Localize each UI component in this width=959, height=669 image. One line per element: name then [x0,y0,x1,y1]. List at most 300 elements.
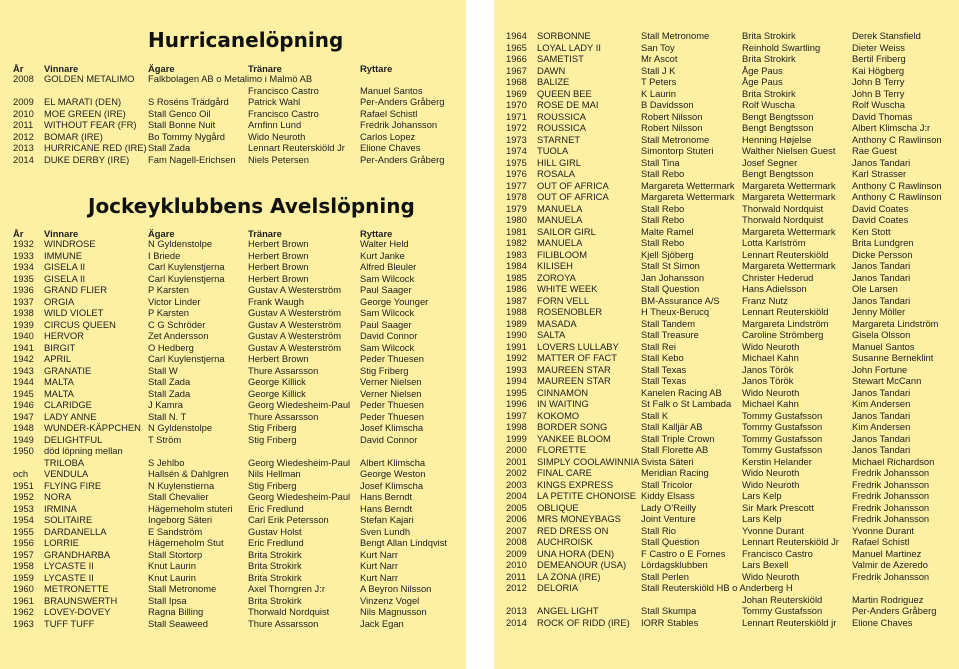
cell-jockey: Kurt Narr [360,560,399,571]
cell-winner: DARDANELLA [44,525,107,537]
table-row [494,375,959,387]
table-row [494,352,959,364]
cell-jockey: Albert Klimscha [360,456,426,468]
cell-winner: TUFF TUFF [44,617,95,629]
cell-owner: Carl Kuylenstjerna [148,261,225,272]
cell-jockey: Janos Tandari [852,260,911,271]
cell-year: 2003 [506,478,527,490]
cell-trainer: George Killick [248,376,306,387]
cell-year: 1970 [506,99,527,110]
cell-trainer: Thorwald Nordquist [742,202,824,214]
cell-winner: BALIZE [537,76,570,87]
cell-owner: H Theux-Berucq [641,306,710,317]
cell-jockey: Stig Friberg [360,364,409,376]
cell-winner: MALTA [44,387,74,399]
cell-winner: LORRIE [44,537,79,548]
cell-year: 1988 [506,306,527,317]
cell-trainer: Bengt Bengtsson [742,110,814,122]
cell-jockey: Peder Thuesen [360,410,424,422]
cell-jockey: Rafael Schistl [852,536,910,547]
cell-owner: BM-Assurance A/S [641,294,720,306]
cell-jockey: Paul Saager [360,318,412,330]
cell-winner: MANUELA [537,214,583,225]
cell-owner: Stall Tandem [641,317,696,329]
cell-year: 1986 [506,283,527,294]
table-row [494,548,959,560]
cell-trainer: Lars Kelp [742,513,782,524]
cell-trainer: Thure Assarsson [248,364,319,376]
cell-winner: MALTA [44,376,74,387]
cell-owner: Kanelen Racing AB [641,386,722,398]
table-row [0,154,466,166]
cell-jockey: Karl Strasser [852,168,907,179]
cell-year: 1955 [13,525,34,537]
table-row [0,73,466,85]
cell-year: 2014 [506,616,527,628]
table-row [494,30,959,42]
cell-winner: QUEEN BEE [537,87,592,99]
cell-year: 1950 [13,445,34,456]
cell-jockey: Alfred Bleuler [360,261,417,272]
cell-trainer: Janos Török [742,375,794,386]
cell-owner: Kiddy Elsass [641,490,695,501]
cell-year: 1959 [13,571,34,583]
table-row [0,411,466,423]
cell-winner: CIRCUS QUEEN [44,318,116,330]
cell-winner: OUT OF AFRICA [537,179,609,191]
table-row [494,479,959,491]
cell-winner: MANUELA [537,237,583,248]
cell-winner: DUKE DERBY (IRE) [44,153,130,165]
cell-winner: LOVEY-DOVEY [44,606,111,617]
cell-trainer: Nils Hellman [248,468,301,479]
cell-trainer: Brita Strokirk [248,560,302,571]
cell-year: 1951 [13,479,34,491]
cell-winner: NORA [44,491,72,502]
cell-winner: ZOROYA [537,271,576,283]
cell-winner: SAMETIST [537,53,584,64]
cell-year: 1996 [506,398,527,409]
table-row [494,421,959,433]
cell-owner: Hägerneholm stuteri [148,502,233,514]
table-row [494,214,959,226]
cell-year: 1938 [13,307,34,318]
header-owner: Ägare [148,63,175,74]
cell-trainer: Lennart Reuterskiöld jr [742,616,837,628]
table-row [0,445,466,457]
table-row [494,76,959,88]
table-row [0,422,466,434]
cell-owner: Stall J K [641,64,676,76]
cell-winner: GRANDHARBA [44,548,111,560]
cell-trainer: Brita Strokirk [248,594,302,606]
cell-year: 2011 [506,570,527,582]
cell-winner: LYCASTE II [44,560,94,571]
table-row [0,342,466,354]
cell-winner: MAUREEN STAR [537,363,611,375]
cell-trainer: Johan Reuterskiöld [742,593,823,605]
cell-trainer: Rolf Wuscha [742,99,795,110]
cell-trainer: Georg Wiedesheim-Paul [248,491,351,502]
table-row [494,502,959,514]
table-row [494,617,959,629]
cell-jockey: Rae Guest [852,145,897,156]
cell-year: 1936 [13,284,34,295]
cell-trainer: Patrick Wahl [248,96,301,107]
cell-owner: Stall Treasure [641,329,699,340]
cell-year: 1997 [506,409,527,421]
cell-year: 2012 [506,582,527,593]
cell-owner: Stall Rei [641,340,676,352]
header-trainer: Tränare [248,228,282,239]
cell-owner: Stall Metronome [641,30,710,41]
cell-jockey: Fredrik Johansson [852,490,930,501]
table-row [494,168,959,180]
cell-trainer: Michael Kahn [742,398,799,409]
table-row [494,410,959,422]
cell-owner: Stall Kalljär AB [641,421,703,432]
cell-owner: Knut Laurin [148,560,196,571]
cell-jockey: Josef Klimscha [360,422,424,433]
cell-owner: Stall Triple Crown [641,432,715,444]
cell-trainer: Margareta Wettermark [742,225,836,237]
cell-winner: MANUELA [537,202,583,214]
cell-jockey: Verner Nielsen [360,387,422,399]
cell-winner: GOLDEN METALIMO [44,73,135,84]
cell-year: 1968 [506,76,527,87]
cell-winner: BOMAR (IRE) [44,130,103,142]
cell-owner: San Toy [641,41,675,53]
cell-owner: Mr Ascot [641,53,678,64]
table-row [494,364,959,376]
cell-trainer: Herbert Brown [248,249,309,261]
cell-year: 1989 [506,317,527,329]
cell-trainer: Tommy Gustafsson [742,444,823,455]
cell-year: 1987 [506,294,527,306]
table-row [494,111,959,123]
cell-winner: ROCK OF RIDD (IRE) [537,616,630,628]
cell-owner: Stall W [148,364,178,376]
cell-winner: LOVERS LULLABY [537,340,619,352]
cell-owner: Kjell Sjöberg [641,248,694,260]
cell-jockey: Kim Andersen [852,421,911,432]
cell-year: 1967 [506,64,527,76]
cell-trainer: Francisco Castro [742,547,813,559]
cell-jockey: Albert Klimscha J:r [852,122,931,133]
cell-winner: FLORETTE [537,444,586,455]
cell-year: 2001 [506,455,527,467]
cell-trainer: Thorwald Nordquist [742,214,824,225]
cell-jockey: Stewart McCann [852,375,922,386]
cell-year: 1966 [506,53,527,64]
cell-owner: Stall Zada [148,376,191,387]
cell-year: 1983 [506,248,527,260]
cell-jockey: Brita Lundgren [852,237,914,248]
cell-winner: MATTER OF FACT [537,352,618,363]
cell-year: 1981 [506,225,527,237]
cell-trainer: Tommy Gustafsson [742,605,823,616]
cell-year: 1972 [506,122,527,133]
cell-winner: IMMUNE [44,249,83,261]
cell-trainer: Stig Friberg [248,422,297,433]
cell-jockey: Sam Wilcock [360,272,415,284]
table-row [494,571,959,583]
cell-owner: Stall Tricolor [641,478,693,490]
cell-jockey: Fredrik Johansson [852,501,930,513]
cell-owner: Stall Rio [641,524,676,536]
header-winner: Vinnare [44,228,79,239]
cell-year: 1952 [13,491,34,502]
cell-winner: HERVOR [44,330,84,341]
cell-winner: LYCASTE II [44,571,94,583]
table-row [494,444,959,456]
cell-owner: S Jehlbo [148,456,185,468]
cell-year: 2014 [13,153,34,165]
cell-year: 1934 [13,261,34,272]
cell-owner: Jan Johansson [641,271,705,283]
cell-trainer: Tommy Gustafsson [742,432,823,444]
cell-jockey: Janos Tandari [852,432,911,444]
table-row [494,456,959,468]
cell-owner: Stall Seaweed [148,617,208,629]
table-row [494,318,959,330]
cell-trainer: Lennart Reuterskiöld [742,248,829,260]
table-row [0,96,466,108]
cell-winner: MRS MONEYBAGS [537,513,621,524]
cell-jockey: Paul Saager [360,284,412,295]
cell-trainer: Brita Strokirk [248,548,302,560]
table-row [0,549,466,561]
cell-jockey: Fredrik Johansson [360,119,438,130]
cell-trainer: Margareta Lindström [742,317,829,329]
cell-owner: Stall Question [641,283,700,294]
cell-owner: Stall Ipsa [148,594,187,606]
cell-owner: N Gyldenstolpe [148,238,213,249]
cell-winner: BORDER SONG [537,421,608,432]
cell-winner: VENDULA [44,468,89,479]
table-row [0,238,466,250]
cell-owner: Ingeborg Säteri [148,514,213,525]
cell-owner: P Karsten [148,307,189,318]
cell-owner: Simontorp Stuteri [641,145,714,156]
cell-trainer: Yvonne Durant [742,524,805,536]
cell-year: 1992 [506,352,527,363]
cell-jockey: Fredrik Johansson [852,513,930,524]
cell-year: 1998 [506,421,527,432]
cell-jockey: Derek Stansfield [852,30,921,41]
cell-owner: Fam Nagell-Erichsen [148,153,236,165]
cell-winner: GISELA II [44,272,86,284]
table-row [0,319,466,331]
cell-jockey: Valmir de Azeredo [852,559,928,570]
cell-year: 1954 [13,514,34,525]
cell-year: 1946 [13,399,34,410]
cell-year: 2007 [506,524,527,536]
cell-jockey: Walter Held [360,238,409,249]
cell-year: 1943 [13,364,34,376]
cell-owner: T Ström [148,433,182,445]
cell-jockey: Janos Tandari [852,386,911,398]
cell-jockey: Fredrik Johansson [852,570,930,582]
cell-trainer: Thure Assarsson [248,617,319,629]
cell-winner: WITHOUT FEAR (FR) [44,119,137,130]
cell-jockey: Peder Thuesen [360,353,424,364]
cell-year: 1957 [13,548,34,560]
cell-trainer: Eric Fredlund [248,502,304,514]
cell-year: 1976 [506,168,527,179]
cell-owner: Stall Tina [641,156,680,168]
cell-trainer: Thure Assarsson [248,410,319,422]
cell-trainer: Wido Neuroth [248,130,306,142]
cell-trainer: Josef Segner [742,156,798,168]
cell-trainer: Lennart Reuterskiöld [742,306,829,317]
cell-trainer: Eric Fredlund [248,537,304,548]
table-row [0,399,466,411]
cell-jockey: Janos Tandari [852,444,911,455]
table-row [0,526,466,538]
cell-winner: LA ZONA (IRE) [537,570,601,582]
cell-year: 2002 [506,467,527,478]
cell-trainer: Wido Neuroth [742,340,800,352]
cell-winner: WINDROSE [44,238,96,249]
cell-jockey: Anthony C Rawlinson [852,191,942,202]
cell-trainer: Gustav A Westerström [248,307,342,318]
cell-owner: Stall Perlen [641,570,689,582]
cell-year: 1973 [506,133,527,145]
header-trainer: Tränare [248,63,282,74]
cell-trainer: Bengt Bengtsson [742,168,814,179]
cell-year: 1945 [13,387,34,399]
cell-jockey: Josef Klimscha [360,479,424,491]
cell-year: 1978 [506,191,527,202]
cell-trainer: Gustav A Westerström [248,341,342,353]
cell-year: 1974 [506,145,527,156]
cell-owner: Victor Linder [148,295,201,307]
cell-trainer: Margareta Wettermark [742,191,836,202]
table-row [494,536,959,548]
cell-trainer: Lennart Reuterskiöld Jr [742,536,839,547]
cell-winner: GRANATIE [44,364,92,376]
cell-owner: Stall Zada [148,142,191,153]
cell-owner: Bo Tommy Nygård [148,130,225,142]
cell-trainer: Tommy Gustafsson [742,421,823,432]
cell-trainer: Sir Mark Prescott [742,501,814,513]
cell-winner: MOE GREEN (IRE) [44,107,126,119]
cell-winner: UNA HORA (DEN) [537,547,615,559]
cell-jockey: Manuel Santos [360,84,423,96]
cell-owner: S Roséns Trädgård [148,96,229,107]
cell-jockey: Jenny Möller [852,306,906,317]
cell-year: 1995 [506,386,527,398]
cell-trainer: Wido Neuroth [742,386,800,398]
table-row [0,142,466,154]
table-row [494,525,959,537]
table-row [0,330,466,342]
cell-winner: FORN VELL [537,294,590,306]
cell-year: 1940 [13,330,34,341]
table-row [494,341,959,353]
cell-owner: Stall Zada [148,387,191,399]
table-row [0,572,466,584]
cell-owner: Stall Rebo [641,237,685,248]
cell-trainer: Wido Neuroth [742,478,800,490]
cell-jockey: Susanne Berneklint [852,352,934,363]
table-row [494,513,959,525]
cell-winner: YANKEE BLOOM [537,432,611,444]
cell-winner: WUNDER-KÄPPCHEN [44,422,141,433]
cell-owner: Stall Question [641,536,700,547]
cell-year: 1932 [13,238,34,249]
cell-trainer: Henning Højelse [742,133,812,145]
table-row [0,618,466,630]
cell-jockey: Janos Tandari [852,294,911,306]
cell-owner: Hägerneholm Stut [148,537,224,548]
table-row [494,559,959,571]
cell-jockey: Manuel Santos [852,340,915,352]
cell-trainer: Gustav A Westerström [248,284,342,295]
cell-jockey: George Weston [360,468,426,479]
cell-jockey: Margareta Lindström [852,317,939,329]
header-winner: Vinnare [44,63,79,74]
cell-winner: FILIBLOOM [537,248,588,260]
cell-year: 1965 [506,41,527,53]
cell-jockey: Anthony C Rawlinson [852,133,942,145]
cell-winner: LADY ANNE [44,410,97,422]
left-page [0,0,466,669]
cell-year: 1961 [13,594,34,606]
cell-winner: BRAUNSWERTH [44,594,118,606]
cell-trainer: Margareta Wettermark [742,260,836,271]
cell-winner: GRAND FLIER [44,284,108,295]
cell-winner: ROSE DE MAI [537,99,599,110]
cell-year: 1935 [13,272,34,284]
cell-jockey: Jack Egan [360,617,404,629]
cell-owner: Margareta Wettermark [641,179,735,191]
cell-trainer: Axel Thorngren J:r [248,583,325,594]
header-jockey: Ryttare [360,63,393,74]
cell-trainer: Wido Neuroth [742,570,800,582]
cell-owner: Stall Texas [641,375,687,386]
cell-winner: OUT OF AFRICA [537,191,609,202]
cell-owner: St Falk o St Lambada [641,398,732,409]
cell-year: 1982 [506,237,527,248]
table-row [0,468,466,480]
table-row [494,283,959,295]
header-year: År [13,228,24,239]
cell-trainer: Brita Strokirk [742,30,796,41]
cell-trainer: Margareta Wettermark [742,179,836,191]
cell-owner: Zet Andersson [148,330,209,341]
cell-jockey: Nils Magnusson [360,606,427,617]
cell-trainer: Francisco Castro [248,107,319,119]
cell-jockey: Carlos Lopez [360,130,416,142]
cell-winner: DELORIA [537,582,579,593]
cell-winner: LOYAL LADY II [537,41,601,53]
cell-year: 2012 [13,130,34,142]
cell-trainer: Stig Friberg [248,433,297,445]
cell-owner: Margareta Wettermark [641,191,735,202]
cell-jockey: David Coates [852,202,909,214]
table-row [0,583,466,595]
cell-trainer: Walther Nielsen Guest [742,145,836,156]
cell-owner: N Gyldenstolpe [148,422,213,433]
cell-trainer: Francisco Castro [248,84,319,96]
cell-jockey: Yvonne Durant [852,524,915,536]
right-page [494,0,959,669]
cell-trainer: Gustav Holst [248,525,302,537]
cell-owner: Falkbolagen AB o Metalimo i Malmö AB [148,73,313,84]
cell-owner: Hallsén & Dahlgren [148,468,229,479]
